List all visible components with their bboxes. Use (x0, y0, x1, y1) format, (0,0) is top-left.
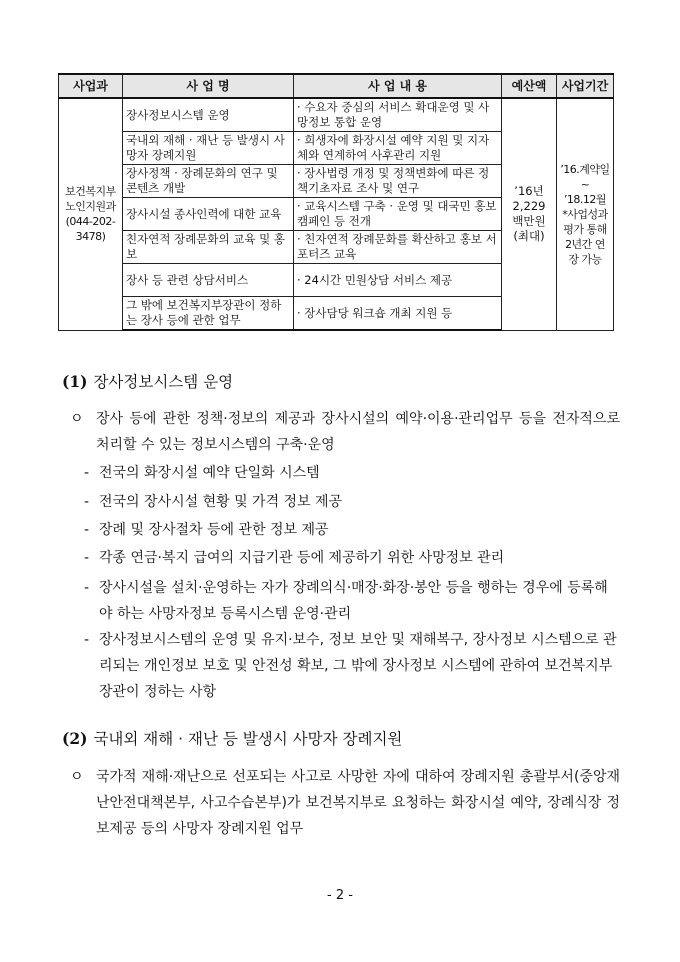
project-content-cell: · 교육시스템 구축 · 운영 및 대국민 홍보 캠페인 등 전개 (294, 198, 502, 231)
project-name-cell: 장사정책 · 장례문화의 연구 및 콘텐츠 개발 (123, 165, 294, 198)
section-2-heading (62, 727, 402, 749)
section-1-heading (62, 370, 233, 392)
header-period: 사업기간 (557, 74, 614, 98)
table-header-row (59, 74, 614, 98)
section-1-bullet (70, 406, 620, 458)
section-2-number: (2) (62, 729, 88, 748)
project-name-cell: 친자연적 장례문화의 교육 및 홍보 (123, 231, 294, 264)
dash-bullet-icon: - (84, 465, 90, 481)
section-1-title: 장사정보시스템 운영 (93, 373, 234, 391)
page-number: - 2 - (327, 888, 353, 903)
dash-bullet-icon: - (84, 550, 90, 566)
project-name-cell: 장사 등 관련 상담서비스 (123, 264, 294, 297)
header-project-name: 사 업 명 (123, 74, 294, 98)
section-1-bullet-text: 장사 등에 관한 정책·정보의 제공과 장사시설의 예약·이용·관리업무 등을 전자적으로 처리할 수 있는 정보시스템의 구축·운영 (96, 411, 620, 453)
project-content-cell: · 수요자 중심의 서비스 확대운영 및 사망정보 통합 운영 (294, 98, 502, 132)
section-2-bullet (70, 764, 620, 842)
project-content-cell: · 친자연적 장례문화를 확산하고 홍보 서포터즈 교육 (294, 231, 502, 264)
list-item-text: 장사정보시스템의 운영 및 유지·보수, 정보 보안 및 재해복구, 장사정보 시스템으로 관리되는 개인정보 보호 및 안전성 확보, 그 밖에 장사정보 시스템에 관하여 보건복지부장관이 정하는 사항 (99, 632, 617, 700)
circle-bullet-icon: ㅇ (70, 411, 84, 427)
header-project-content: 사 업 내 용 (294, 74, 502, 98)
dash-bullet-icon: - (84, 522, 90, 538)
business-table (58, 73, 614, 331)
section-2-bullet-text: 국가적 재해·재난으로 선포되는 사고로 사망한 자에 대하여 장례지원 총괄부서(중앙재난안전대책본부, 사고수습본부)가 보건복지부로 요청하는 화장시설 예약, 장례식장 정보제공 등의 사망자 장례지원 업무 (96, 769, 620, 837)
list-item (84, 545, 619, 571)
project-content-cell: · 장사담당 워크숍 개최 지원 등 (294, 297, 502, 331)
project-name-cell: 장사정보시스템 운영 (123, 98, 294, 132)
dash-bullet-icon: - (84, 632, 90, 648)
list-item-text: 전국의 화장시설 예약 단일화 시스템 (99, 465, 320, 481)
list-item-text: 전국의 장사시설 현황 및 가격 정보 제공 (99, 494, 343, 510)
section-1-number: (1) (62, 372, 88, 391)
header-budget: 예산액 (502, 74, 557, 98)
list-item (84, 627, 619, 705)
project-content-cell: · 24시간 민원상담 서비스 제공 (294, 264, 502, 297)
circle-bullet-icon: ㅇ (70, 769, 84, 785)
dash-bullet-icon: - (84, 494, 90, 510)
budget-cell: ’16년 2,229 백만원 (최대) (502, 98, 557, 330)
list-item-text: 각종 연금·복지 급여의 지급기관 등에 제공하기 위한 사망정보 관리 (99, 550, 505, 566)
period-cell: ’16.계약일 ~ ’18.12월 *사업성과 평가 통해 2년간 연 장 가능 (557, 98, 614, 330)
project-name-cell: 국내외 재해 · 재난 등 발생시 사망자 장례지원 (123, 132, 294, 165)
project-name-cell: 그 밖에 보건복지부장관이 정하는 장사 등에 관한 업무 (123, 297, 294, 331)
department-cell: 보건복지부 노인지원과 (044-202-3478) (59, 98, 123, 330)
list-item-text: 장례 및 장사절차 등에 관한 정보 제공 (99, 522, 329, 538)
list-item (84, 575, 619, 627)
project-name-cell: 장사시설 종사인력에 대한 교육 (123, 198, 294, 231)
project-content-cell: · 장사법령 개정 및 정책변화에 따른 정책기초자료 조사 및 연구 (294, 165, 502, 198)
project-content-cell: · 희생자에 화장시설 예약 지원 및 지자체와 연계하여 사후관리 지원 (294, 132, 502, 165)
section-2-title: 국내외 재해 · 재난 등 발생시 사망자 장례지원 (93, 730, 403, 748)
list-item (84, 517, 619, 543)
table-row (59, 98, 614, 132)
header-department: 사업과 (59, 74, 123, 98)
list-item (84, 489, 619, 515)
list-item (84, 460, 619, 486)
dash-bullet-icon: - (84, 580, 90, 596)
list-item-text: 장사시설을 설치·운영하는 자가 장례의식·매장·화장·봉안 등을 행하는 경우에 등록해야 하는 사망자정보 등록시스템 운영·관리 (99, 580, 608, 622)
